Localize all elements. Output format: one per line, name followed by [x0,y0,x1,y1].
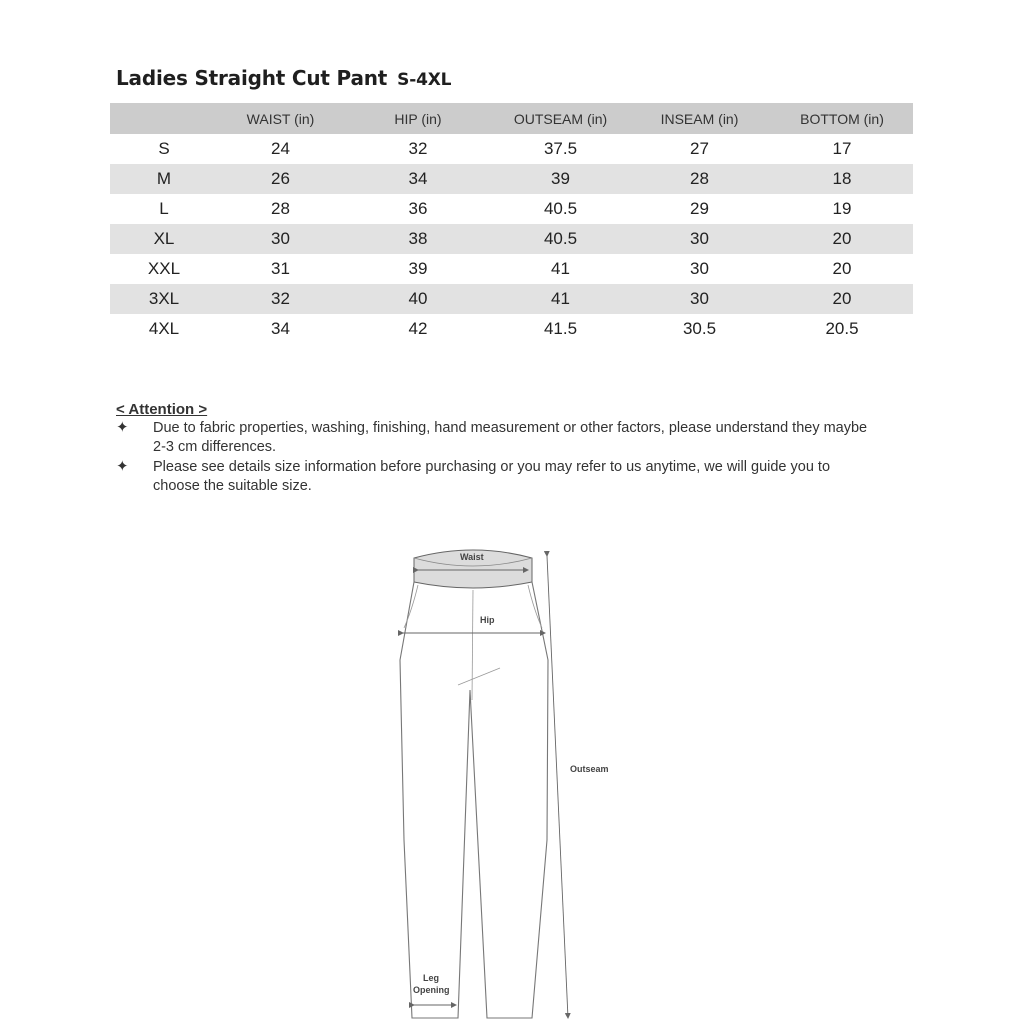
leg-opening-label-line2: Opening [413,985,450,995]
product-name: Ladies Straight Cut Pant [116,66,388,90]
table-header-hip: HIP (in) [343,103,493,134]
size-table [110,103,913,344]
table-cell: 39 [408,259,428,278]
table-header-bottom: BOTTOM (in) [771,103,913,134]
table-cell: 40.5 [543,199,578,218]
table-header-size [110,103,218,134]
table-row [110,194,913,224]
crotch-stitch [458,668,500,685]
table-cell: 17 [832,139,852,158]
table-cell: 39 [493,164,628,194]
table-cell: 30 [628,284,771,314]
table-cell: 37.5 [543,139,578,158]
table-cell: 38 [343,224,493,254]
attention-section [116,401,876,497]
table-row [110,254,913,284]
outseam-arrow [547,556,568,1018]
pin-icon: ✦ [116,458,129,475]
table-header-waist: WAIST (in) [218,103,343,134]
table-cell: 41 [493,284,628,314]
table-row [110,224,913,254]
table-cell: 32 [218,284,343,314]
attention-note-text: Due to fabric properties, washing, finishing, hand measurement or other factors, please understand they maybe 2-3 cm differences. [153,420,868,455]
table-cell: 36 [408,199,428,218]
table-cell: 41.5 [543,319,578,338]
pant-outline [400,582,548,1018]
attention-note [116,419,876,457]
outseam-label: Outseam [570,764,609,774]
table-cell: 34 [343,164,493,194]
table-cell-size: 3XL [110,284,218,314]
table-row [110,164,913,194]
table-cell: 20 [832,259,852,278]
table-cell: 41 [551,259,570,278]
table-cell: 20 [771,284,913,314]
table-cell: 32 [408,139,428,158]
table-cell-size: L [159,199,169,218]
table-cell-size: XL [110,224,218,254]
table-cell: 20.5 [825,319,859,338]
table-cell: 34 [271,319,290,338]
leg-opening-label-line1: Leg [423,973,440,983]
table-cell: 29 [690,199,709,218]
size-range: S-4XL [397,70,452,90]
table-cell: 31 [271,259,290,278]
table-cell-size: S [158,139,170,158]
center-seam [472,590,473,700]
table-row [110,314,913,344]
chart-title [116,66,451,90]
table-header-inseam: INSEAM (in) [628,103,771,134]
table-cell: 30.5 [682,319,717,338]
table-cell: 20 [771,224,913,254]
table-row [110,284,913,314]
table-row [110,134,913,164]
attention-note [116,458,876,496]
table-header-row [110,103,913,134]
table-cell: 24 [271,139,290,158]
table-cell: 40.5 [493,224,628,254]
table-cell: 28 [628,164,771,194]
table-cell-size: 4XL [148,319,180,338]
table-cell-size: XXL [147,259,181,278]
pant-illustration [390,540,630,1024]
pin-icon: ✦ [116,419,129,436]
table-cell: 26 [218,164,343,194]
table-cell: 42 [408,319,428,338]
table-cell: 27 [690,139,709,158]
table-cell: 28 [271,199,290,218]
table-cell: 40 [343,284,493,314]
table-cell: 18 [771,164,913,194]
waist-label: Waist [460,552,484,562]
attention-heading: < Attention > [116,401,208,418]
table-cell: 19 [832,199,852,218]
table-cell-size: M [110,164,218,194]
table-header-outseam: OUTSEAM (in) [493,103,628,134]
hip-label: Hip [480,615,495,625]
table-cell: 30 [628,224,771,254]
table-cell: 30 [218,224,343,254]
left-pocket [404,585,418,628]
attention-note-text: Please see details size information before purchasing or you may refer to us anytime, we will guide you to choose the suitable size. [153,459,831,494]
table-cell: 30 [690,259,709,278]
pant-measurement-diagram [390,540,630,1024]
